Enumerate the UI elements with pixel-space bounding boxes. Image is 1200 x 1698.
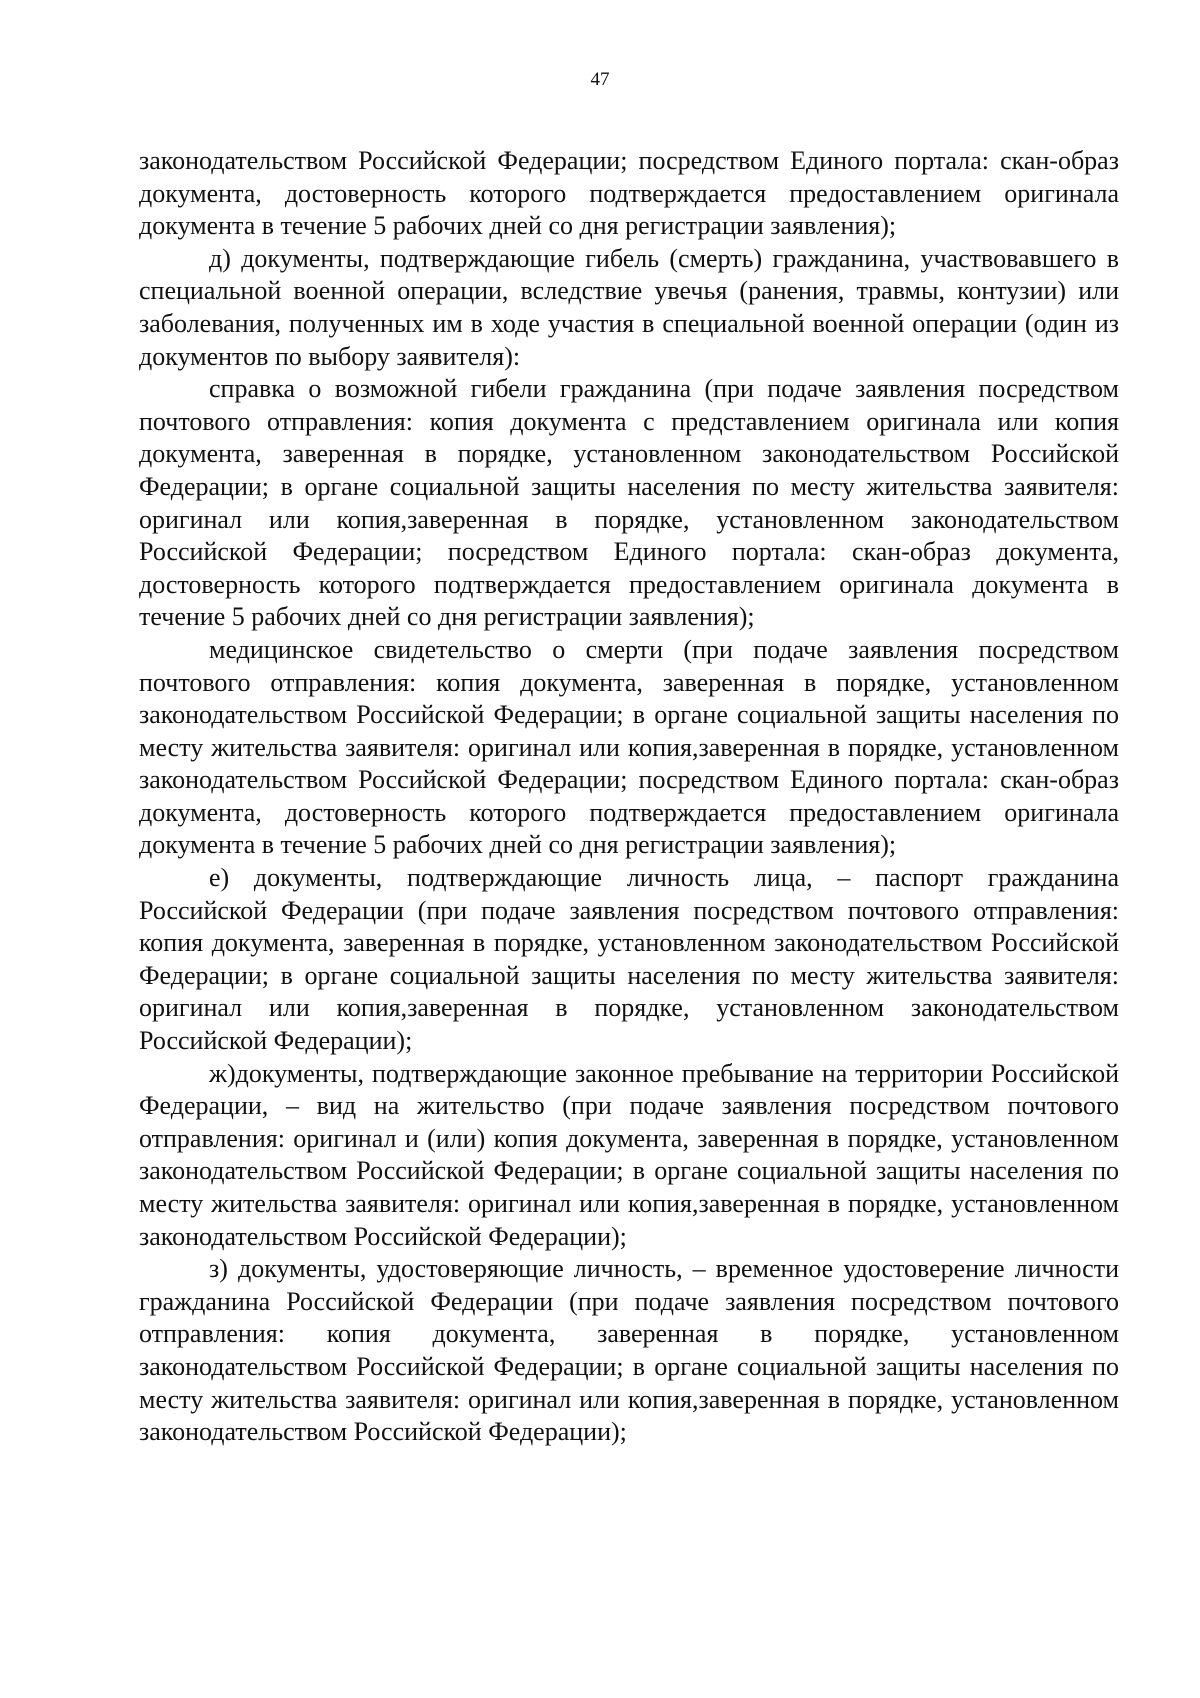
paragraph-item-z: з) документы, удостоверяющие личность, – временное удостоверение личности гражданина Российской Федерации (при подаче заявления посредством почтового отправления: копия документа, заверенная в порядке, установленном законодательством Российской Федерации; в органе социальной защиты населения по месту жительства заявителя: оригинал или копия,заверенная в порядке, установленном законодательством Российской Федерации);	[139, 1254, 1119, 1447]
paragraph-item-d: д) документы, подтверждающие гибель (смерть) гражданина, участвовавшего в специальной военной операции, вследствие увечья (ранения, травмы, контузии) или заболевания, полученных им в ходе участия в специальной военной операции (один из документов по выбору заявителя):	[139, 243, 1119, 371]
paragraph-item-zh: ж)документы, подтверждающие законное пребывание на территории Российской Федерации, – вид на жительство (при подаче заявления посредством почтового отправления: оригинал и (или) копия документа, заверенная в порядке, установленном законодательством Российской Федерации; в органе социальной защиты населения по месту жительства заявителя: оригинал или копия,заверенная в порядке, установленном законодательством Российской Федерации);	[139, 1058, 1119, 1251]
paragraph-item-e: е) документы, подтверждающие личность лица, – паспорт гражданина Российской Федерации (при подаче заявления посредством почтового отправления: копия документа, заверенная в порядке, установленном законодательством Российской Федерации; в органе социальной защиты населения по месту жительства заявителя: оригинал или копия,заверенная в порядке, установленном законодательством Российской Федерации);	[139, 863, 1119, 1056]
paragraph-death-certificate-probable: справка о возможной гибели гражданина (при подаче заявления посредством почтового отправления: копия документа с представлением оригинала или копия документа, заверенная в порядке, установленном законодательством Российской Федерации; в органе социальной защиты населения по месту жительства заявителя: оригинал или копия,заверенная в порядке, установленном законодательством Российской Федерации; посредством Единого портала: скан-образ документа, достоверность которого подтверждается предоставлением оригинала документа в течение 5 рабочих дней со дня регистрации заявления);	[139, 374, 1119, 632]
paragraph-medical-death-certificate: медицинское свидетельство о смерти (при подаче заявления посредством почтового отправления: копия документа, заверенная в порядке, установленном законодательством Российской Федерации; в органе социальной защиты населения по месту жительства заявителя: оригинал или копия,заверенная в порядке, установленном законодательством Российской Федерации; посредством Единого портала: скан-образ документа, достоверность которого подтверждается предоставлением оригинала документа в течение 5 рабочих дней со дня регистрации заявления);	[139, 634, 1119, 860]
page-number: 47	[590, 69, 610, 90]
document-body	[139, 145, 1119, 1449]
paragraph-continuation: законодательством Российской Федерации; посредством Единого портала: скан-образ документа, достоверность которого подтверждается предоставлением оригинала документа в течение 5 рабочих дней со дня регистрации заявления);	[139, 146, 1119, 241]
